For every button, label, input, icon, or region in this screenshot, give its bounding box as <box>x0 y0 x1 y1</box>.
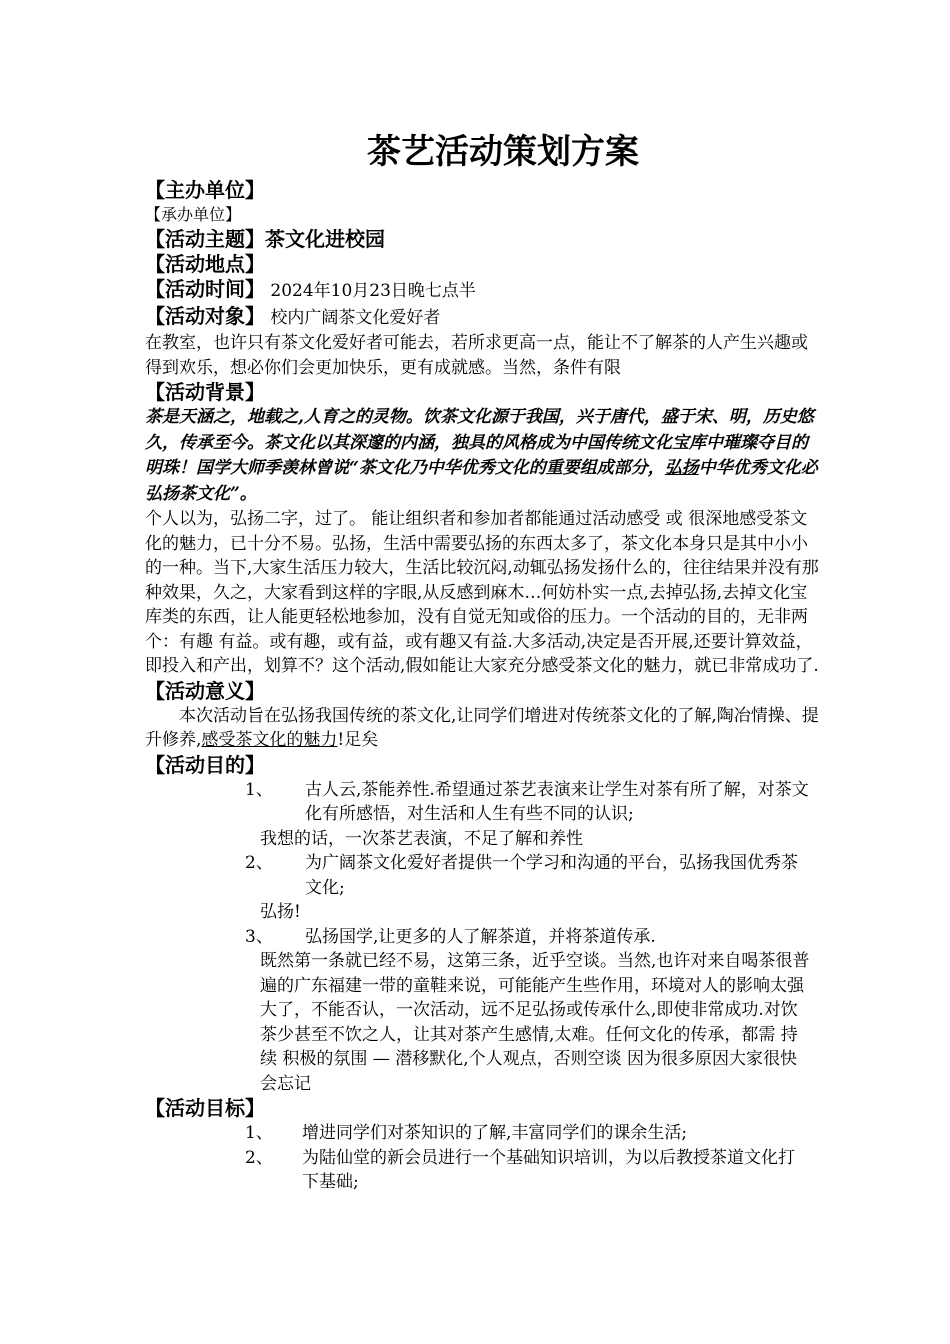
purpose-number: 3、 <box>245 926 273 947</box>
purpose-item <box>145 778 821 827</box>
purpose-list <box>145 778 821 1097</box>
purpose-item <box>145 851 821 900</box>
theme-label: 【活动主题】 <box>145 227 265 251</box>
background-heading: 【活动背景】 <box>145 380 265 404</box>
goal-number: 2、 <box>245 1147 273 1168</box>
co-organizer-label: 【承办单位】 <box>145 205 242 224</box>
purpose-text: 弘扬国学,让更多的人了解茶道，并将茶道传承. <box>305 926 656 947</box>
significance-paragraph <box>145 704 821 753</box>
goals-list <box>145 1121 821 1195</box>
audience-value: 校内广阔茶文化爱好者 <box>265 308 441 328</box>
quote-underline: 弘扬 <box>664 458 699 478</box>
goal-text: 增进同学们对茶知识的了解,丰富同学们的课余生活; <box>302 1123 688 1143</box>
theme-line <box>145 227 821 252</box>
purpose-text: 为广阔茶文化爱好者提供一个学习和沟通的平台，弘扬我国优秀茶文化; <box>305 853 798 898</box>
location-label: 【活动地点】 <box>145 252 265 276</box>
significance-part-a: 本次活动旨在弘扬我国传统的茶文化,让同学们增进对传统茶文化的了解,陶冶情操、提升修养, <box>145 705 819 750</box>
audience-line <box>145 304 821 331</box>
goal-item <box>145 1146 821 1195</box>
organizer-label: 【主办单位】 <box>145 178 265 202</box>
purpose-note: 我想的话，一次茶艺表演，不足了解和养性 <box>260 828 583 849</box>
background-paragraph: 个人以为，弘扬二字，过了。 能让组织者和参加者都能通过活动感受 或 很深地感受茶文化的魅力，已十分不易。弘扬，生活中需要弘扬的东西太多了，茶文化本身只是其中小小的一种。当下,大家生活压力较大，生活比较沉闷,动辄弘扬发扬什么的，往往结果并没有那种效果，久之，大家看到这样的字眼,从反感到麻木…何妨朴实一点,去掉弘扬,去掉文化宝库类的东西，让人能更轻松地参加，没有自觉无知或俗的压力。一个活动的目的，无非两个：有趣 有益。或有趣，或有益，或有趣又有益.大多活动,决定是否开展,还要计算效益，即投入和产出，划算不？这个活动,假如能让大家充分感受茶文化的魅力，就已非常成功了. <box>145 509 819 676</box>
significance-underline: 感受茶文化的魅力 <box>201 730 338 750</box>
document-content <box>145 130 821 1195</box>
goal-item <box>145 1121 821 1146</box>
purpose-note: 弘扬! <box>260 902 301 922</box>
time-line <box>145 277 821 304</box>
theme-value: 茶文化进校园 <box>265 227 385 251</box>
significance-heading: 【活动意义】 <box>145 678 265 703</box>
purpose-heading: 【活动目的】 <box>145 752 265 777</box>
quote-part-b: 中华优秀文化必弘扬茶文化”。 <box>145 458 818 504</box>
time-value: 2024年10月23日晚七点半 <box>265 281 476 301</box>
purpose-number: 2、 <box>245 853 273 873</box>
document-title: 茶艺活动策划方案 <box>367 132 639 172</box>
significance-part-b: !足矣 <box>337 730 379 750</box>
goals-heading: 【活动目标】 <box>145 1096 265 1120</box>
purpose-item <box>145 925 821 950</box>
quote-part-a: 茶是天涵之，地载之,人育之的灵物。饮茶文化源于我国，兴于唐代，盛于宋、明，历史悠久，传承至今。茶文化以其深邃的内涵，独具的风格成为中国传统文化宝库中璀璨夺目的明珠！国学大师季羡林曾说“茶文化乃中华优秀文化的重要组成部分， <box>145 407 814 478</box>
goal-text: 为陆仙堂的新会员进行一个基础知识培训，为以后教授茶道文化打下基础; <box>302 1147 795 1192</box>
purpose-note: 既然第一条就已经不易，这第三条，近乎空谈。当然,也许对来自喝茶很普遍的广东福建一带的童鞋来说，可能能产生些作用，环境对人的影响太强大了，不能否认，一次活动，远不足弘扬或传承什么,即使非常成功.对饮茶少甚至不饮之人，让其对茶产生感情,太难。任何文化的传承，都需 持续 积极的氛围 — 潜移默化,个人观点，否则空谈 因为很多原因大家很快会忘记 <box>260 951 810 1094</box>
purpose-number: 1、 <box>245 779 273 800</box>
audience-label: 【活动对象】 <box>145 304 265 328</box>
intro-paragraph: 在教室，也许只有茶文化爱好者可能去，若所求更高一点，能让不了解茶的人产生兴趣或得到欢乐，想必你们会更加快乐，更有成就感。当然，条件有限 <box>145 333 808 378</box>
goal-number: 1、 <box>245 1123 273 1143</box>
time-label: 【活动时间】 <box>145 277 265 301</box>
purpose-text: 古人云,茶能养性.希望通过茶艺表演来让学生对茶有所了解，对茶文化有所感悟，对生活和人生有些不同的认识; <box>305 779 809 824</box>
background-quote <box>145 405 821 507</box>
